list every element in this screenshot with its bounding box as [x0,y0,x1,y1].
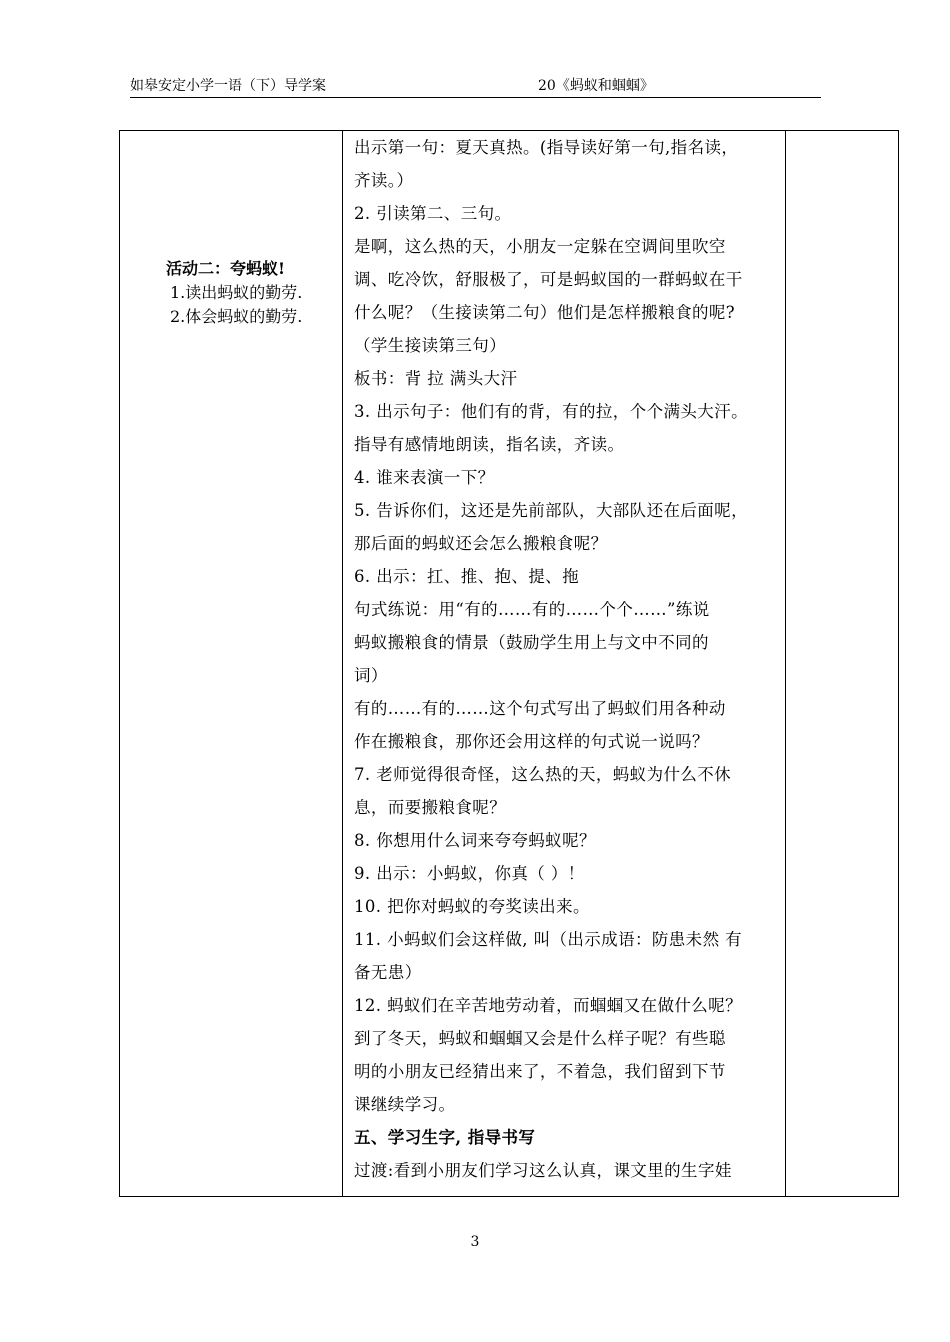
header-rule [130,97,821,98]
column-divider [785,131,786,1196]
content-line: 6. 出示：扛、推、抱、提、拖 [354,567,579,586]
column-divider [342,131,343,1196]
content-line: 蚂蚁搬粮食的情景（鼓励学生用上与文中不同的 [354,633,709,652]
content-line: 3. 出示句子：他们有的背，有的拉，个个满头大汗。 [354,402,748,421]
header-left-title: 如皋安定小学一语（下）导学案 [130,78,326,94]
content-line: 9. 出示：小蚂蚁，你真（ ）！ [354,864,585,883]
content-line: 有的……有的……这个句式写出了蚂蚁们用各种动 [354,699,726,718]
activity-title: 活动二：夸蚂蚁! [166,259,286,278]
content-line: 是啊，这么热的天，小朋友一定躲在空调间里吹空 [354,237,726,256]
content-line: 12. 蚂蚁们在辛苦地劳动着，而蝈蝈又在做什么呢？ [354,996,742,1015]
content-line: 备无患） [354,963,422,982]
content-line: 到了冬天，蚂蚁和蝈蝈又会是什么样子呢？有些聪 [354,1029,726,1048]
content-line: 那后面的蚂蚁还会怎么搬粮食呢？ [354,534,608,553]
content-line: （学生接读第三句） [354,336,507,355]
content-line: 板书：背 拉 满头大汗 [354,369,518,388]
page-number: 3 [470,1234,480,1250]
content-line: 2. 引读第二、三句。 [354,204,512,223]
activity-cell [120,257,342,329]
content-line: 明的小朋友已经猜出来了，不着急，我们留到下节 [354,1062,726,1081]
content-line: 作在搬粮食，那你还会用这样的句式说一说吗？ [354,732,709,751]
content-line: 5. 告诉你们，这还是先前部队，大部队还在后面呢， [354,501,748,520]
content-line: 过渡:看到小朋友们学习这么认真，课文里的生字娃 [354,1161,732,1180]
content-line: 指导有感情地朗读，指名读，齐读。 [354,435,625,454]
content-line: 调、吃冷饮，舒服极了，可是蚂蚁国的一群蚂蚁在干 [354,270,743,289]
activity-item: 1.读出蚂蚁的勤劳. [170,283,303,302]
activity-item: 2.体会蚂蚁的勤劳. [170,307,303,326]
content-line: 课继续学习。 [354,1095,456,1114]
content-line: 11. 小蚂蚁们会这样做, 叫（出示成语：防患未然 有 [354,930,743,949]
content-line: 出示第一句：夏天真热。(指导读好第一句,指名读， [354,138,739,157]
page-header [130,76,820,96]
content-line: 4. 谁来表演一下？ [354,468,495,487]
procedure-cell [354,131,779,1187]
content-line: 8. 你想用什么词来夸夸蚂蚁呢？ [354,831,596,850]
content-line: 什么呢？（生接读第二句）他们是怎样搬粮食的呢? [354,303,736,322]
content-line: 息，而要搬粮食呢？ [354,798,507,817]
content-line: 7. 老师觉得很奇怪，这么热的天，蚂蚁为什么不休 [354,765,732,784]
lesson-table [119,130,899,1197]
content-line: 10. 把你对蚂蚁的夸奖读出来。 [354,897,590,916]
header-right-title: 20《蚂蚁和蝈蝈》 [538,78,654,94]
content-line: 句式练说：用“有的……有的……个个……”练说 [354,600,710,619]
content-line: 词） [354,666,388,685]
content-line: 齐读。） [354,171,414,190]
section-heading: 五、学习生字, 指导书写 [354,1128,536,1147]
